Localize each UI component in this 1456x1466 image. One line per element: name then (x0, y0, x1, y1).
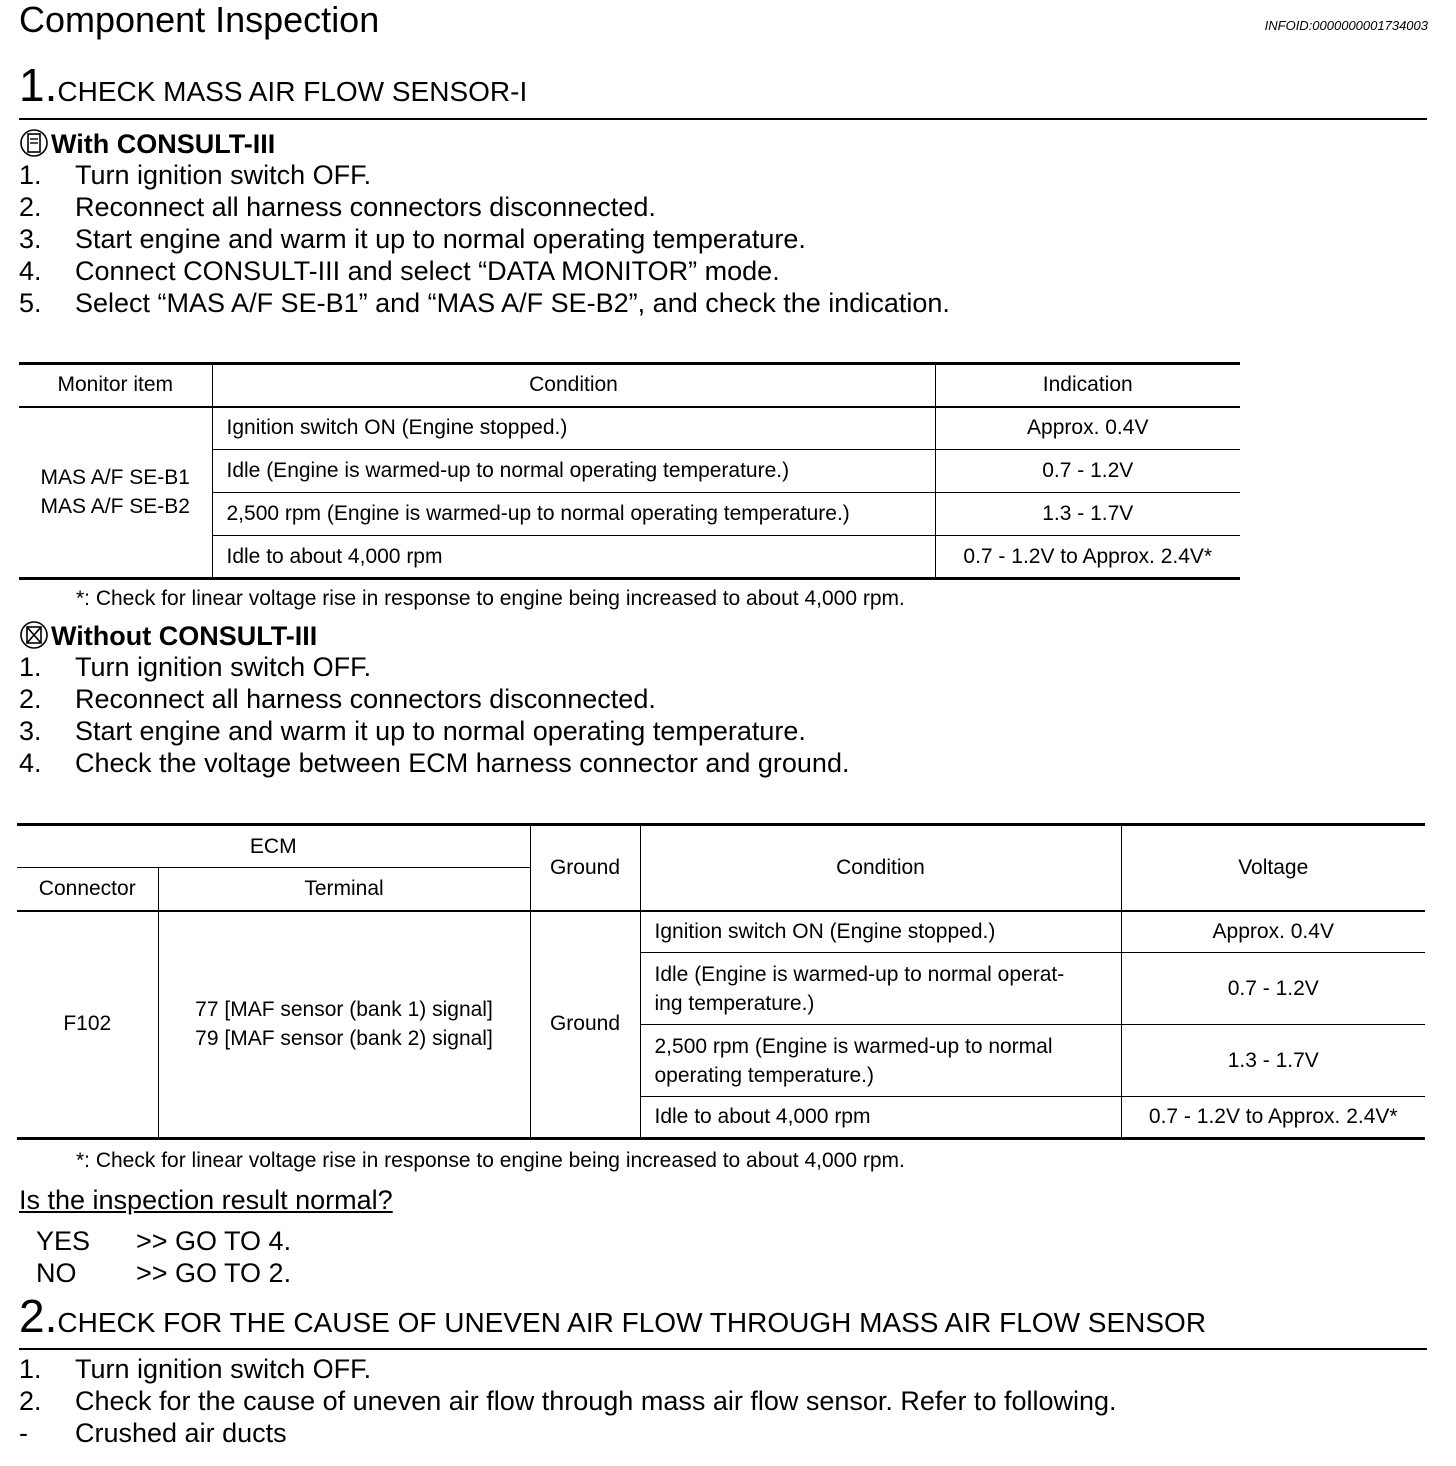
table2-terminal: 77 [MAF sensor (bank 1) signal] 79 [MAF sensor (bank 2) signal] (158, 911, 530, 1139)
step-1-title: CHECK MASS AIR FLOW SENSOR-I (57, 76, 528, 107)
answer-yes: YES >> GO TO 4. (36, 1226, 292, 1256)
table2-ground: Ground (530, 911, 640, 1139)
table2-note: *: Check for linear voltage rise in response to engine being increased to about 4,000 rpm. (76, 1149, 905, 1172)
page-title: Component Inspection (19, 0, 380, 40)
table2-condition: Ignition switch ON (Engine stopped.) (640, 911, 1121, 953)
table2-condition: Idle to about 4,000 rpm (640, 1097, 1121, 1139)
with-consult-steps (19, 159, 950, 319)
list-item: 2. Reconnect all harness connectors disconnected. (19, 192, 656, 222)
step-2-steps (19, 1353, 1117, 1449)
list-item: 3. Start engine and warm it up to normal operating temperature. (19, 224, 806, 254)
step-2-heading (19, 1290, 1207, 1342)
step-2-rule (19, 1348, 1427, 1350)
table2-header-condition: Condition (640, 825, 1121, 911)
table2-voltage: 0.7 - 1.2V to Approx. 2.4V* (1121, 1097, 1425, 1139)
table1-condition: 2,500 rpm (Engine is warmed-up to normal operating temperature.) (212, 493, 935, 536)
consult-indication-table (19, 362, 1240, 580)
table1-note: *: Check for linear voltage rise in response to engine being increased to about 4,000 rpm. (76, 587, 905, 610)
list-item: - Crushed air ducts (19, 1418, 287, 1448)
result-question: Is the inspection result normal? (19, 1185, 393, 1215)
table1-indication: 0.7 - 1.2V (935, 450, 1240, 493)
list-item: 5. Select “MAS A/F SE-B1” and “MAS A/F SE-B2”, and check the indication. (19, 288, 950, 318)
ecm-voltage-table (17, 823, 1425, 1140)
list-item: 2. Reconnect all harness connectors disconnected. (19, 684, 656, 714)
table2-voltage: 0.7 - 1.2V (1121, 953, 1425, 1025)
answer-no: NO >> GO TO 2. (36, 1258, 292, 1288)
table1-indication: 0.7 - 1.2V to Approx. 2.4V* (935, 536, 1240, 579)
list-item: 3. Start engine and warm it up to normal operating temperature. (19, 716, 806, 746)
table2-connector: F102 (17, 911, 158, 1139)
table1-condition: Idle to about 4,000 rpm (212, 536, 935, 579)
list-item: 1. Turn ignition switch OFF. (19, 1354, 372, 1384)
list-item: 1. Turn ignition switch OFF. (19, 652, 372, 682)
step-2-title: CHECK FOR THE CAUSE OF UNEVEN AIR FLOW THROUGH MASS AIR FLOW SENSOR (57, 1307, 1207, 1338)
table2-header-terminal: Terminal (158, 868, 530, 911)
table1-header-condition: Condition (212, 364, 935, 407)
list-item: 4. Check the voltage between ECM harness connector and ground. (19, 748, 850, 778)
table2-condition: Idle (Engine is warmed-up to normal operat- ing temperature.) (640, 953, 1121, 1025)
table2-header-ecm: ECM (17, 825, 530, 868)
without-consult-steps (19, 651, 849, 779)
list-item: 2. Check for the cause of uneven air flow through mass air flow sensor. Refer to following. (19, 1386, 1117, 1416)
without-consult-title: Without CONSULT-III (51, 621, 318, 652)
table2-header-ground: Ground (530, 825, 640, 911)
table2-condition: 2,500 rpm (Engine is warmed-up to normal operating temperature.) (640, 1025, 1121, 1097)
table2-voltage: Approx. 0.4V (1121, 911, 1425, 953)
table1-condition: Idle (Engine is warmed-up to normal operating temperature.) (212, 450, 935, 493)
with-consult-title: With CONSULT-III (51, 129, 276, 160)
table2-voltage: 1.3 - 1.7V (1121, 1025, 1425, 1097)
step-1-number: 1. (19, 59, 58, 111)
table1-header-monitor: Monitor item (19, 364, 212, 407)
info-id: INFOID:0000000001734003 (1264, 18, 1428, 33)
table1-header-indication: Indication (935, 364, 1240, 407)
step-1-rule (19, 118, 1427, 120)
table1-indication: 1.3 - 1.7V (935, 493, 1240, 536)
step-1-heading (19, 59, 528, 111)
table1-condition: Ignition switch ON (Engine stopped.) (212, 407, 935, 450)
list-item: 4. Connect CONSULT-III and select “DATA MONITOR” mode. (19, 256, 780, 286)
table2-header-connector: Connector (17, 868, 158, 911)
table1-monitor-item: MAS A/F SE-B1 MAS A/F SE-B2 (19, 407, 212, 579)
table1-indication: Approx. 0.4V (935, 407, 1240, 450)
list-item: 1. Turn ignition switch OFF. (19, 160, 372, 190)
step-2-number: 2. (19, 1290, 58, 1342)
table2-header-voltage: Voltage (1121, 825, 1425, 911)
